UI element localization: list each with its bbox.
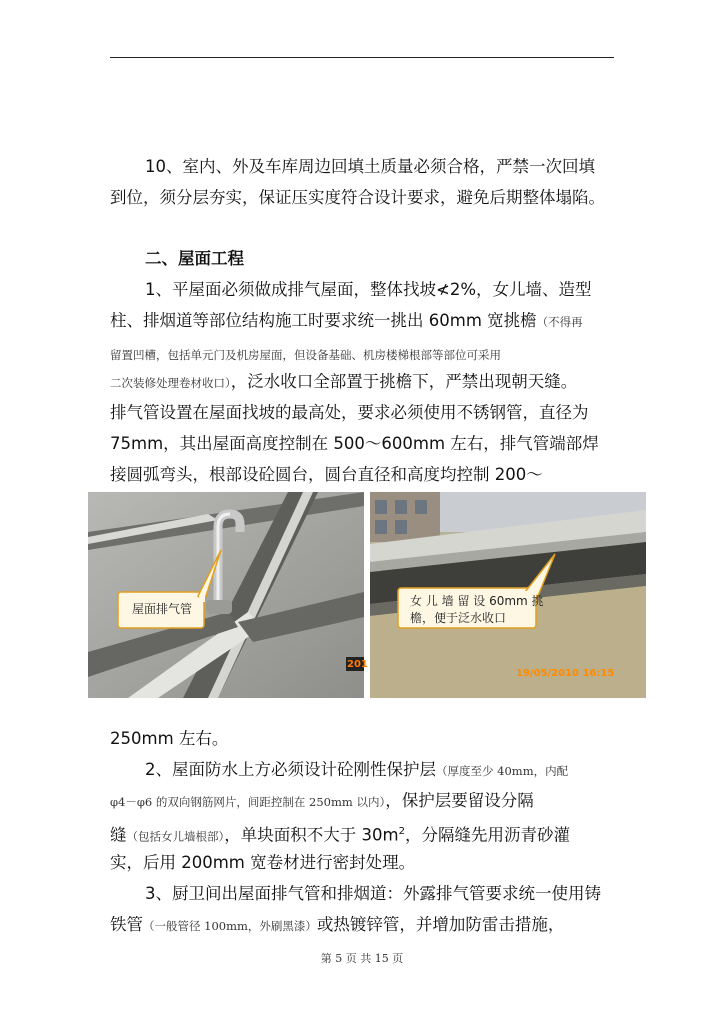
- paragraph-2-line-4: 实，后用 200mm 宽卷材进行密封处理。: [110, 853, 416, 872]
- photo-roof-vent-pipe: [88, 492, 368, 698]
- paragraph-3-line-2: [110, 915, 630, 936]
- left-photo-stamp: 201: [347, 659, 368, 670]
- text-run: 铁管: [110, 915, 143, 934]
- paragraph-2-line-1: [145, 760, 665, 781]
- paragraph-1-line-5: 排气管设置在屋面找坡的最高处，要求必须使用不锈钢管，直径为: [110, 403, 589, 422]
- paragraph-1-line-7: 接圆弧弯头，根部设砼圆台，圆台直径和高度均控制 200～: [110, 465, 543, 484]
- section-heading: 二、屋面工程: [145, 249, 244, 268]
- right-photo-callout-line-1: 女 儿 墙 留 设 60mm 挑: [410, 594, 544, 608]
- paragraph-1-line-3: 留置凹槽，包括单元门及机房屋面，但设备基础、机房楼梯根部等部位可采用: [110, 348, 501, 362]
- text-run: 或热镀锌管，并增加防雷击措施，: [316, 915, 565, 934]
- superscript: 2: [398, 826, 405, 837]
- text-run-small: 二次装修处理卷材收口）: [110, 376, 231, 390]
- paragraph-2-line-3: [110, 822, 630, 847]
- paragraph-1-line-4: [110, 372, 630, 393]
- text-run: ，泛水收口全部置于挑檐下，严禁出现朝天缝。: [230, 372, 578, 391]
- text-run: ，单块面积不大于 30m: [224, 825, 399, 845]
- text-run: 缝: [110, 825, 127, 845]
- paragraph-1-line-6: 75mm，其出屋面高度控制在 500～600mm 左右，排气管端部焊: [110, 434, 599, 453]
- text-run: 2、屋面防水上方必须设计砼刚性保护层: [145, 760, 436, 779]
- text-run-small: （厚度至少 40mm，内配: [436, 764, 569, 778]
- photo-parapet-eave: [370, 492, 646, 698]
- text-run-small: φ4－φ6 的双向钢筋网片，间距控制在 250mm 以内）: [110, 795, 386, 809]
- header-rule: [110, 57, 614, 58]
- paragraph-3-line-1: 3、厨卫间出屋面排气管和排烟道：外露排气管要求统一使用铸: [145, 884, 601, 903]
- text-run: 柱、排烟道等部位结构施工时要求统一挑出 60mm 宽挑檐: [110, 311, 537, 330]
- text-run-small: （一般管径 100mm，外刷黑漆）: [143, 919, 317, 933]
- paragraph-1-line-2: [110, 311, 630, 332]
- left-photo-callout: 屋面排气管: [132, 602, 193, 616]
- right-photo-callout-line-2: 檐，便于泛水收口: [410, 611, 507, 625]
- paragraph-1-line-8: 250mm 左右。: [110, 729, 229, 748]
- paragraph-1-line-1: 1、平屋面必须做成排气屋面，整体找坡≮2%，女儿墙、造型: [145, 280, 592, 299]
- text-run-small: （包括女儿墙根部）: [126, 829, 225, 844]
- paragraph-10-line-1: 10、室内、外及车库周边回填土质量必须合格，严禁一次回填: [145, 157, 595, 176]
- paragraph-2-line-2: [110, 791, 630, 812]
- text-run: ，分隔缝先用沥青砂灌: [404, 825, 570, 845]
- text-run: ，保护层要留设分隔: [385, 791, 534, 810]
- text-run-small: （不得再: [536, 315, 583, 329]
- page-footer: 第 5 页 共 15 页: [320, 952, 404, 965]
- paragraph-10-line-2: 到位，须分层夯实，保证压实度符合设计要求，避免后期整体塌陷。: [110, 188, 605, 207]
- right-photo-timestamp: 19/05/2010 16:15: [516, 668, 615, 679]
